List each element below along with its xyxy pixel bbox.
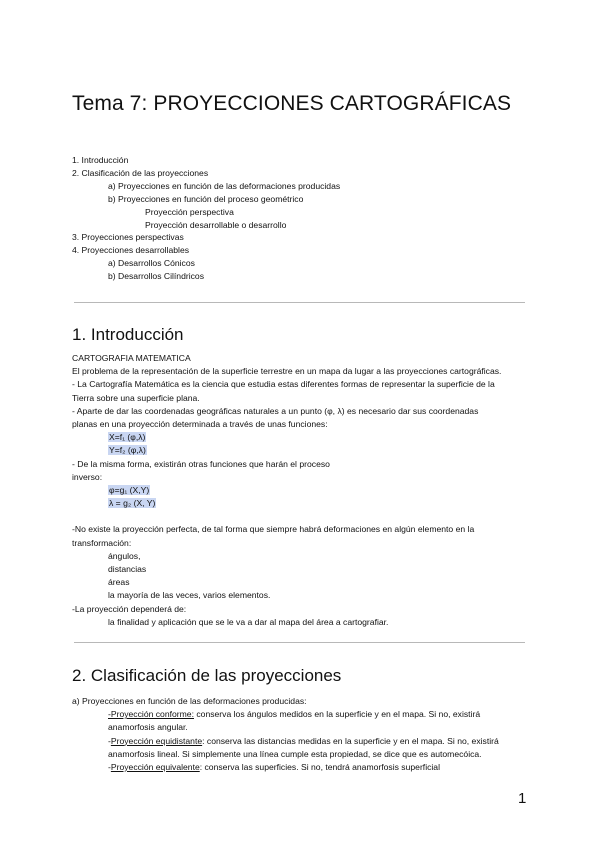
toc-item: 3. Proyecciones perspectivas [72,232,184,243]
toc-item: 4. Proyecciones desarrollables [72,245,190,256]
section-introduccion-body [72,352,532,629]
formula: Y=f₂ (φ,λ) [109,445,146,456]
definition: anamorfosis angular. [108,722,188,733]
formula: λ = g₂ (X, Y) [109,498,156,509]
toc-item: Proyección desarrollable o desarrollo [145,219,287,230]
paragraph: planas en una proyección determinada a través de unas funciones: [72,419,328,430]
list-item: ángulos, [108,550,141,561]
paragraph: - La Cartografía Matemática es la ciencia que estudia estas diferentes formas de representar la superficie de la [72,379,495,390]
paragraph: - Aparte de dar las coordenadas geográficas naturales a un punto (φ, λ) es necesario dar sus coordenadas [72,405,479,416]
formula: φ=g₁ (X,Y) [109,485,150,496]
toc-item: a) Desarrollos Cónicos [108,258,195,269]
list-item: áreas [108,577,130,588]
paragraph: - De la misma forma, existirán otras funciones que harán el proceso [72,458,330,469]
paragraph: -No existe la proyección perfecta, de tal forma que siempre habrá deformaciones en algún elemento en la [72,524,475,535]
toc-item: 1. Introducción [72,155,129,165]
term-equivalente: Proyección equivalente [110,762,200,773]
document-title: Tema 7: PROYECCIONES CARTOGRÁFICAS [72,92,512,115]
definition: conserva los ángulos medidos en la superficie y en el mapa. Si no, existirá [193,709,481,720]
formula: X=f₁ (φ,λ) [109,432,146,443]
term-conforme: -Proyección conforme: [108,709,194,720]
toc-item: 2. Clasificación de las proyecciones [72,167,209,178]
paragraph: inverso: [72,471,103,482]
paragraph: -La proyección dependerá de: [72,603,187,614]
section-clasificacion-body [72,695,532,774]
toc-item: b) Proyecciones en función del proceso geométrico [108,193,304,204]
page-number: 1 [518,790,527,807]
toc-item: b) Desarrollos Cilíndricos [108,271,204,282]
paragraph: a) Proyecciones en función de las deformaciones producidas: [72,696,307,706]
section-heading-clasificacion: 2. Clasificación de las proyecciones [72,666,342,685]
paragraph: Tierra sobre una superficie plana. [72,392,200,403]
divider [74,642,525,643]
subheading: CARTOGRAFIA MATEMATICA [72,353,191,363]
dash: - [108,735,111,746]
definition: anamorfosis lineal. Si simplemente una línea cumple esta propiedad, se dice que es automecóica. [108,748,482,759]
toc-item: Proyección perspectiva [145,206,234,217]
section-heading-introduccion: 1. Introducción [72,325,184,344]
paragraph: la finalidad y aplicación que se le va a dar al mapa del área a cartografiar. [108,616,389,627]
paragraph: El problema de la representación de la superficie terrestre en un mapa da lugar a las proyecciones cartográficas. [72,366,502,377]
list-item: distancias [108,564,147,575]
definition: : conserva las distancias medidas en la superficie y en el mapa. Si no, existirá [202,735,499,746]
definition: : conserva las superficies. Si no, tendrá anamorfosis superficial [199,762,440,773]
toc-item: a) Proyecciones en función de las deformaciones producidas [108,180,341,191]
term-equidistante: Proyección equidistante [110,735,203,746]
table-of-contents [72,154,532,283]
list-item: la mayoría de las veces, varios elementos. [108,590,271,601]
paragraph: transformación: [72,537,132,548]
divider [74,302,525,303]
dash: - [108,762,111,773]
